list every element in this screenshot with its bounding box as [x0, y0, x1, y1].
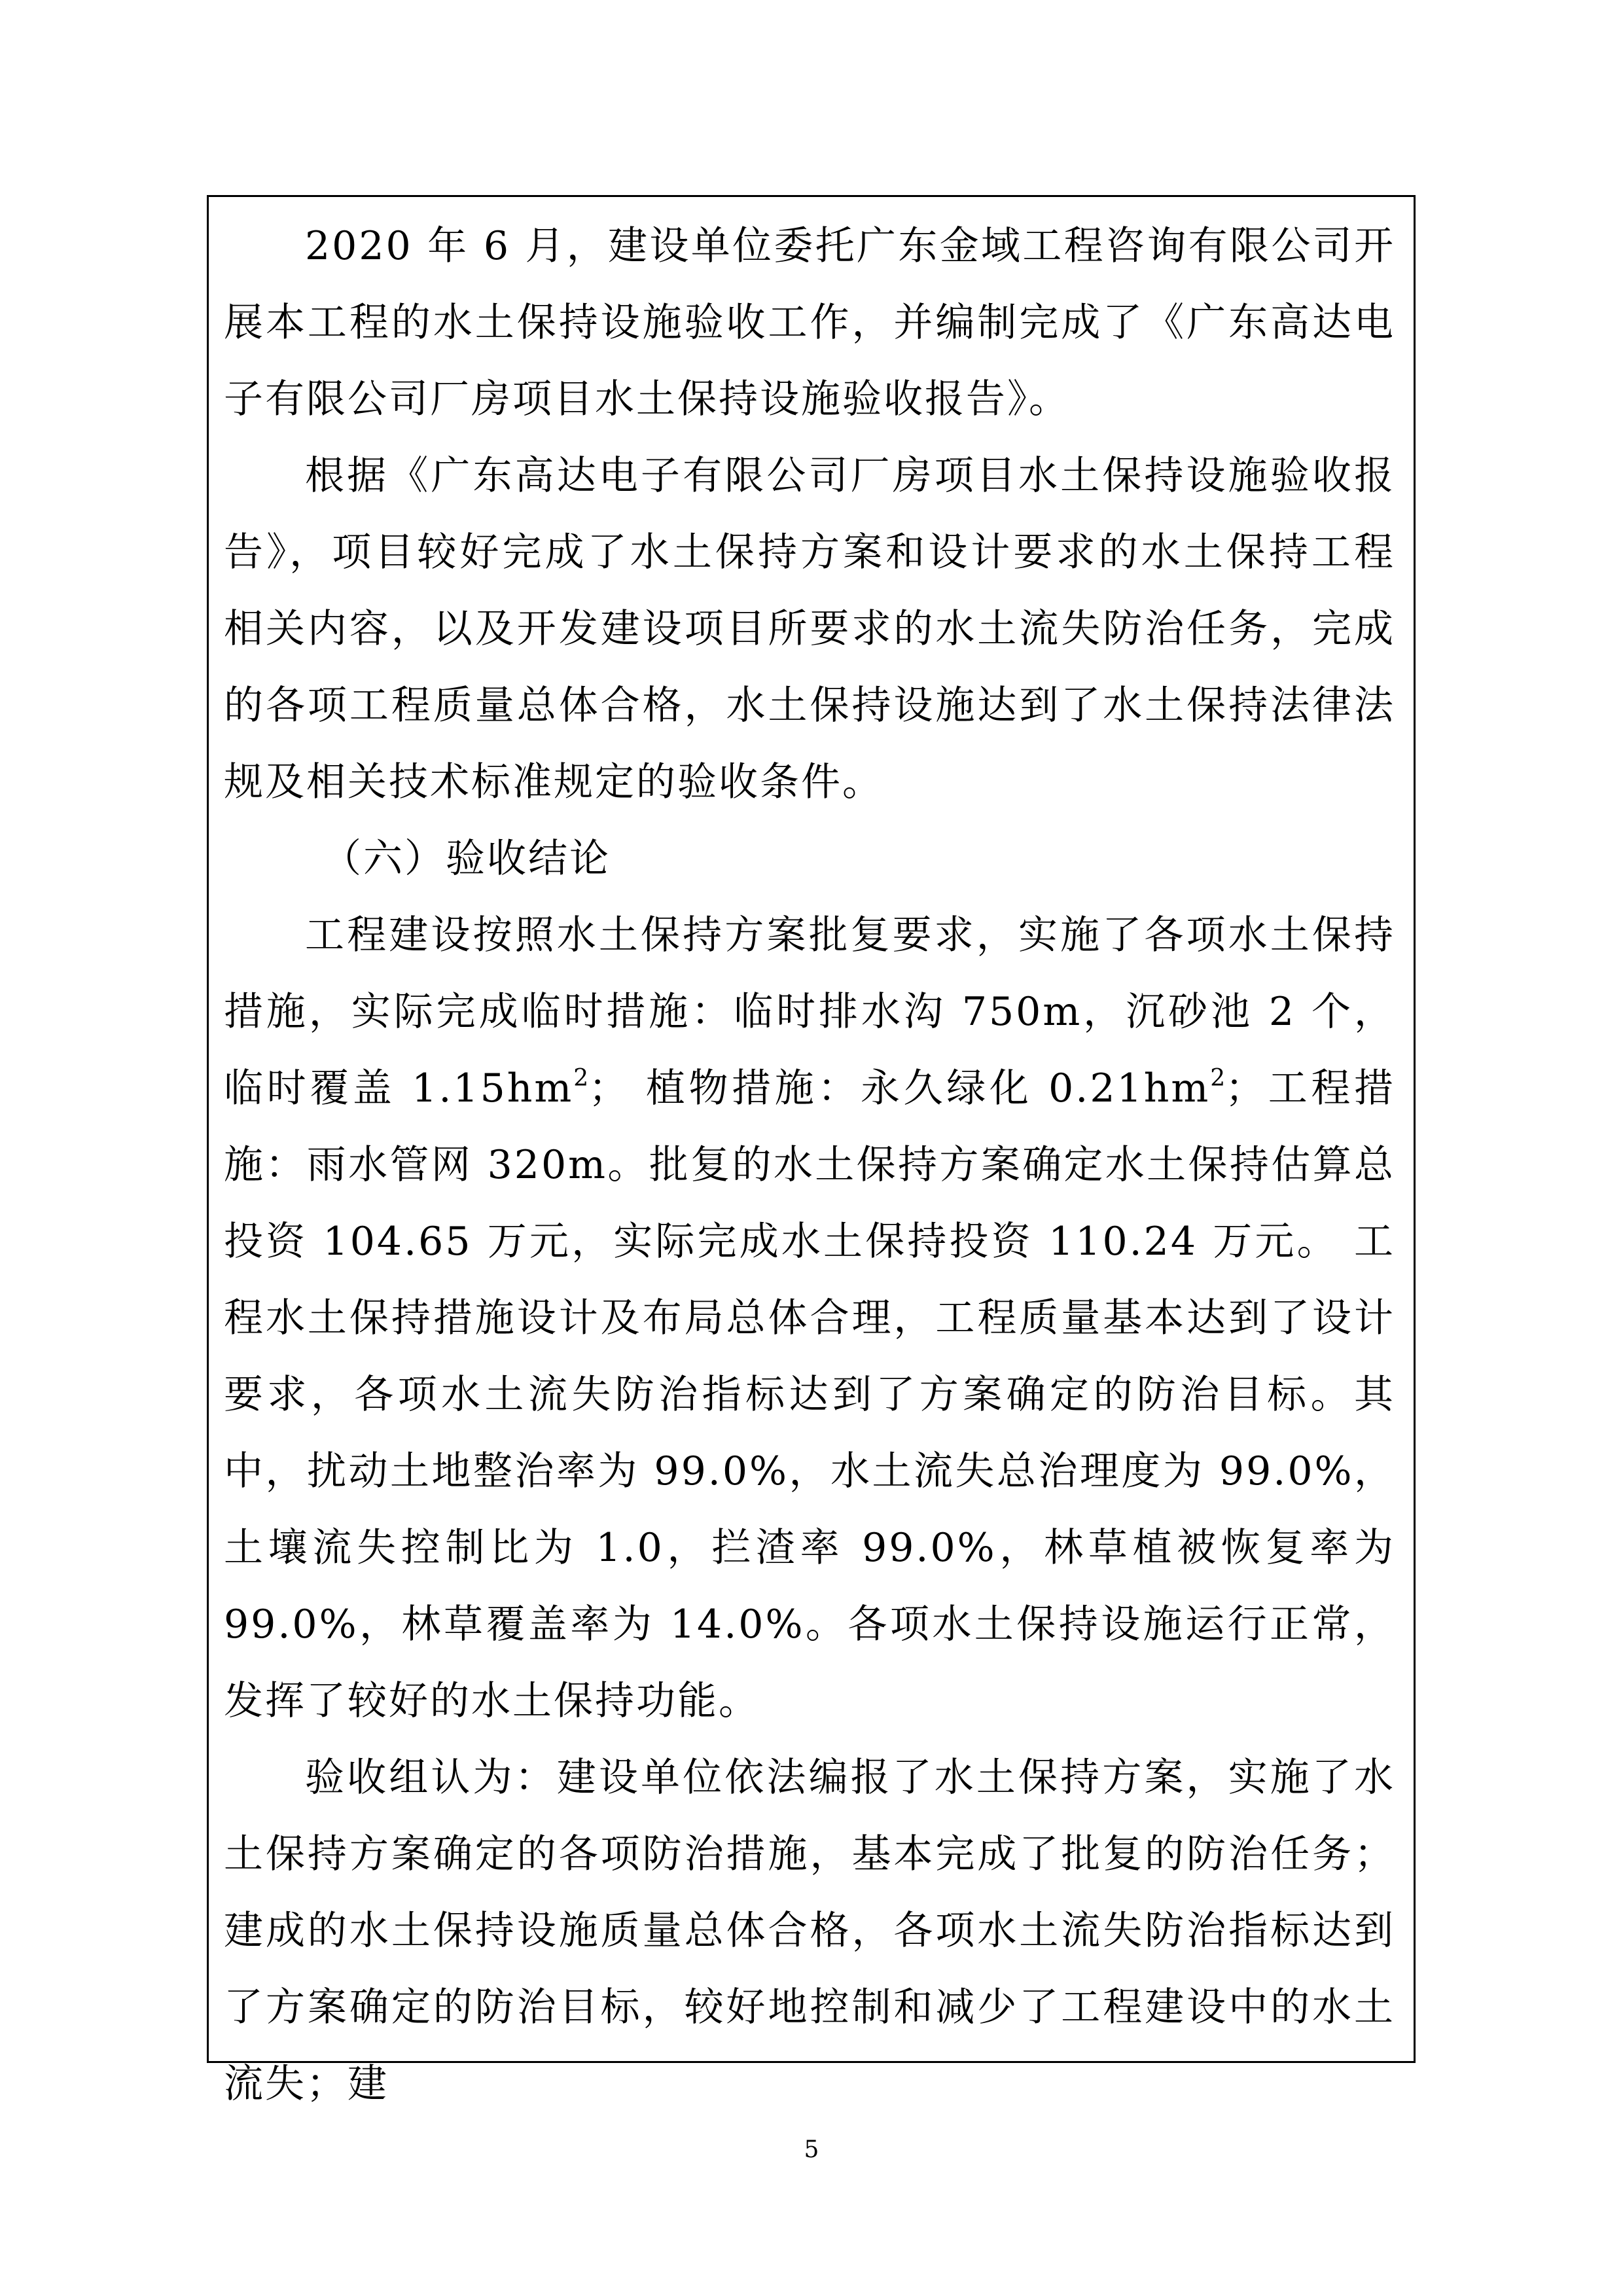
superscript-unit-1: 2: [573, 1065, 589, 1092]
measures-text-part-1: 工程建设按照水土保持方案批复要求，实施了各项水土保持措施，实际完成临时措施：临时排水沟 750m，沉砂池 2 个，临时覆盖 1.15hm: [224, 912, 1395, 1111]
paragraph-report-basis: 根据《广东高达电子有限公司厂房项目水土保持设施验收报告》，项目较好完成了水土保持方案和设计要求的水土保持工程相关内容，以及开发建设项目所要求的水土流失防治任务，完成的各项工程质量总体合格，水土保持设施达到了水土保持法律法规及相关技术标准规定的验收条件。: [224, 453, 1395, 805]
document-body: [224, 208, 1395, 2123]
paragraph-commission: 2020 年 6 月，建设单位委托广东金域工程咨询有限公司开展本工程的水土保持设施验收工作，并编制完成了《广东高达电子有限公司厂房项目水土保持设施验收报告》。: [224, 223, 1395, 422]
measures-text-part-3: ；工程措施：雨水管网 320m。批复的水土保持方案确定水土保持估算总投资 104.65 万元，实际完成水土保持投资 110.24 万元。 工程水土保持措施设计及布局总体合理，工程质量基本达到了设计要求，各项水土流失防治指标达到了方案确定的防治目标。其中，扰动土地整治率为 99.0%，水土流失总治理度为 99.0%，土壤流失控制比为 1.0，拦渣率 99.0%，林草植被恢复率为 99.0%，林草覆盖率为 14.0%。各项水土保持设施运行正常，发挥了较好的水土保持功能。: [224, 1066, 1396, 1724]
measures-text-part-2: ； 植物措施：永久绿化 0.21hm: [588, 1066, 1211, 1111]
superscript-unit-2: 2: [1210, 1065, 1226, 1092]
paragraph-measures-summary: [224, 897, 1395, 1740]
section-heading-acceptance-conclusion: （六）验收结论: [322, 836, 611, 882]
paragraph-acceptance-opinion: 验收组认为：建设单位依法编报了水土保持方案，实施了水土保持方案确定的各项防治措施，基本完成了批复的防治任务；建成的水土保持设施质量总体合格，各项水土流失防治指标达到了方案确定的防治目标，较好地控制和减少了工程建设中的水土流失；建: [224, 1755, 1395, 2107]
page-number: 5: [804, 2136, 819, 2163]
